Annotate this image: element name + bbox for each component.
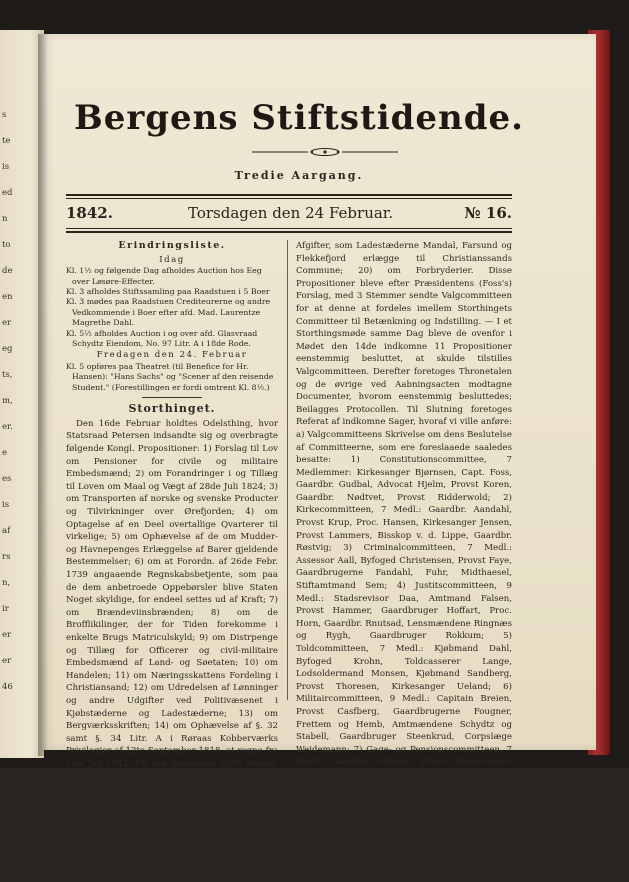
dateline — [66, 204, 512, 226]
left-margin-fragment: de — [2, 266, 13, 276]
notice-item: Kl. 1½ og følgende Dag afholdes Auction hos Eeg over Løsøre-Effecter. — [66, 266, 262, 286]
left-margin-fragment: af — [2, 526, 11, 536]
issue-year: 1842. — [66, 204, 113, 222]
spine-shadow — [38, 34, 48, 756]
storting-paragraph: Den 16de Februar holdtes Odelsthing, hvor Statsraad Petersen indsandte sig og overbragte følgende Kongl. Propositioner: 1) Forslag til Lov om Pensioner for civile og militaire Embedsmænd; 2) om Forandringer i og Tillæg til Loven om Maal og Vægt af 28de Juli 1824; 3) om Transporten af norske og svenske Producter og Tilvirkninger over Ørefjorden; 4) om Optagelse af en Deel overtallige Qvarterer til virkelige; 5) om Ophævelse af de om Mudder- og Havnepenges Erlæggelse af Barer gjeldende Bestemmelser; 6) om at Forordn. af 26de Febr. 1739 angaaende Regnskabsbetjente, som paa de dem anbetroede Oppebørsler blive Staten Noget skyldige, for endeel settes ud af Kraft; 7) om Brændeviinsbrænden; 8) om de Brofflikilinger, der for Tiden forekomme i enkelte Brugs Matriculskyld; 9) om Distrpenge og Tillæg for Officerer og civil-militaire Embedsmænd af Land- og Søetaten; 10) om Handelen; 11) om Næringsskattens Fordeling i Christiansand; 12) om Udredelsen af Lønninger og andre Udgifter ved Politivæsenet i Kjøbstæderne og Ladestæderne; 13) om Bergværksskriften; 14) om Ophævelse af §. 32 samt §. 34 Litr. A i Røraas Kobberværks Privilegier af 12te September 1818, at regne fra 1ste Juli 1842; 15) om Agershuus Stifts Deling; 16) om Forandring i Kjøbstæderne Skiens og Porsgrunds samt Ladestæderne Brevigs, Stathelles og Langesunds Jurisdictioner, indbyrdes Forhold, Udskrivning, Grændser m.v.; 17) om dimitterede Strafarbeidsfanger; 18) om Ladestedsrettigheder for Stedet Haugesund i Torvestads Præstegjeld, Ryfylke Fogderie; 19) om de — [66, 418, 278, 870]
left-margin-fragment: is — [2, 500, 10, 510]
storting-paragraph-continued: Afgifter, som Ladestæderne Mandal, Farsund og Flekkefjord erlægge til Christianssands Commune; 20) om Forbryderier. Disse Propositioner bleve efter Præsidentens (Foss's) Forslag, med 3 Stemmer sendte Valgcommitteen for at denne at fordeles imellem Storthingets Committeer til Betænkning og Indstilling. — I et Storthingsmøde samme Dag bleve de ovenfor i Mødet den 14de indkomne 11 Propositioner eenstemmig besluttet, at skulde tilstilles Valgcommitteen. Derefter foretoges Thronetalen og de øvrige ved Aabningsacten modtagne Documenter, hvorom eenstemmig besluttedes; Beilagges Protocollen. Til Slutning foretoges Referat af indkomne Sager, hvoraf vi ville anføre: a) Valgcommitteens Skrivelse om dens Beslutelse af Committeerne, som ere foreslaaede saaledes besatte: 1) Constitutionscommittee, 7 Medlemmer: Kirkesanger Bjørnsen, Capt. Foss, Gaardbr. Gudbal, Advocat Hjelm, Provst Koren, Gaardbr. Nødtvet, Provst Ridderwold; 2) Kirkecommitteen, 7 Medl.: Gaardbr. Aandahl, Provst Krup, Proc. Hansen, Kirkesanger Jensen, Provst Lammers, Bisskop v. d. Lippe, Gaardbr. Røstvig; 3) Criminalcommitteen, 7 Medl.: Assessor Aall, Byfoged Christensen, Provst Faye, Gaardbrugerne Fandahl, Fuhr, Midthaesel, Stiftamtmand Sem; 4) Justitscommitteen, 9 Medl.: Stadsrevisor Daa, Amtmand Falsen, Provst Hammer, Gaardbruger Hoffart, Proc. Horn, Gaardbr. Rnutsad, Lensmændene Ringnæs og Rygh, Gaardbruger Rokkum; 5) Toldcommitteen, 7 Medl.: Kjøbmand Dahl, Byfoged Krohn, Toldcasserer Lange, Lodsoldermand Monsen, Kjøbmand Sandberg, Provst Thoresen, Kirkesanger Ueland; 6) Militaircommitteen, 9 Medl.: Capitain Breien, Provst Casfberg, Gaardbrugerne Fougner, Frettem og Hemb, Amtmændene Schydtz og Stabell, Gaardbruger Steenkrud, Corpslæge Weidemann; 7) Gage- og Pensionscommitteen, 7 Medl.: Gaardbr. Antzion, Provst Holtermann, Overlærer Lange, Sorenskriver Nielsen, Gaardbrugerne Sæther og Walstad, Provst Winsnæs; 8) Budgetcommitteen, 9 Medl.: Lensmand Berge, Grosserer Feyn, Gaardbr. Grendal, Provst Harbitz, Foged Heiberg, Gaardbr. Herrefosser, Provst Jonsberg, Assessor Nye, Gaardbr. Staff; 9) Bankcommitteen, 7 Medl.: Adjunct Arentz, Gaardbr. Haagenstad, Kjøbmand Nil. Jensen, Gaardbr. Laane, Just. — [296, 241, 512, 881]
issue-number: № 16. — [464, 204, 512, 222]
left-column — [66, 240, 278, 871]
section-rule — [142, 397, 202, 398]
left-margin-fragment: en — [2, 292, 13, 302]
left-margin-fragment: er. — [2, 422, 13, 432]
left-margin-fragment: 46 — [2, 682, 13, 692]
issue-date: Torsdagen den 24 Februar. — [188, 204, 394, 222]
notice-item: Kl. 3 afholdes Stiftssamling paa Raadstuen i 5 Boer — [66, 287, 270, 296]
masthead-title: Bergens Stiftstidende. — [73, 98, 525, 138]
left-margin-fragment: er — [2, 656, 12, 666]
idag-heading: Idag — [159, 254, 185, 265]
left-margin-fragment: s — [2, 110, 7, 120]
left-margin-fragment: eg — [2, 344, 13, 354]
left-margin-fragment: n, — [2, 578, 11, 588]
masthead-subtitle: Tredie Aargang. — [234, 169, 364, 182]
left-margin-fragment: m, — [2, 396, 13, 406]
left-margin-fragment: ir — [2, 604, 9, 614]
notice-item: Kl. 5½ afholdes Auction i og over afd. Glasvraad Schydtz Eiendom, No. 97 Litr. A i 18de Rode. — [66, 328, 258, 349]
notice-item: Kl. 3 mødes paa Raadstuen Crediteurerne og andre Vedkommende i Boer efter afd. Mad. Laurentze Magrethe Dahl. — [66, 297, 271, 328]
left-margin-fragment: is — [2, 162, 10, 172]
left-margin-fragment: to — [2, 240, 11, 250]
left-margin-fragment: ed — [2, 188, 13, 198]
fredag-heading: Fredagen den 24. Februar — [96, 350, 248, 361]
storting-title: Storthinget. — [128, 402, 216, 416]
left-margin-fragment: n — [2, 214, 8, 224]
erindring-title: Erindringsliste. — [118, 240, 226, 251]
column-divider — [287, 240, 288, 700]
top-rule-thin — [66, 198, 512, 199]
left-margin-fragment: ts, — [2, 370, 13, 380]
notice-item: Kl. 5 opføres paa Theatret (til Benefice for Hr. Hansen): "Hans Sachs" og "Scener af den reisende Student." (Forestillingen er fordi omtrent Kl. 8½.) — [66, 362, 274, 392]
dateline-rule-thin — [66, 228, 512, 229]
top-rule-thick — [66, 194, 512, 196]
ornament-divider — [250, 146, 400, 158]
dateline-rule-thick — [66, 231, 512, 233]
left-margin-fragment: er — [2, 318, 12, 328]
left-margin-fragment: te — [2, 136, 11, 146]
left-margin-fragment: es — [2, 474, 12, 484]
left-margin-fragment: rs — [2, 552, 11, 562]
left-margin-fragment: e — [2, 448, 8, 458]
right-column — [296, 240, 512, 882]
left-margin-fragment: er — [2, 630, 12, 640]
